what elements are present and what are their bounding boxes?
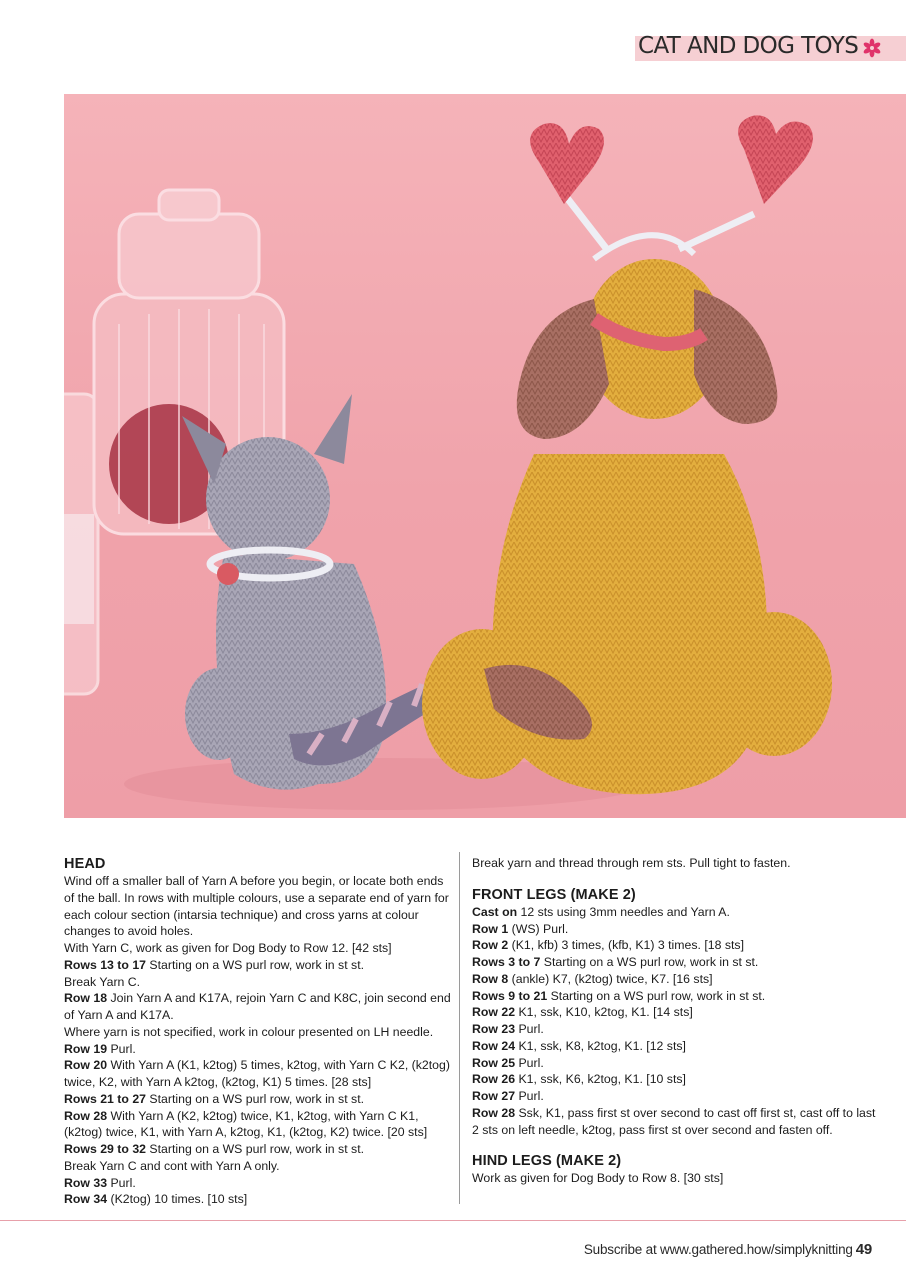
row-text: Starting on a WS purl row, work in st st. [540,955,759,969]
row-label: Row 18 [64,991,108,1006]
row-label: Row 22 [472,1005,516,1020]
row-text: Purl. [515,1055,544,1070]
footer [584,1241,872,1258]
row-text: Purl. [515,1022,544,1036]
row-label: Cast on [472,904,518,919]
hind-legs-instructions [472,1170,876,1187]
instruction-line [64,1175,452,1192]
instruction-line [472,1021,876,1038]
page-number: 49 [855,1241,872,1258]
row-label: Row 33 [64,1175,108,1190]
left-column [64,855,455,1208]
row-label: Row 28 [64,1108,108,1123]
footer-rule [0,1220,906,1221]
instruction-line [472,1088,876,1105]
break-yarn-line: Break yarn and thread through rem sts. Pull tight to fasten. [472,856,791,870]
instruction-line [472,937,876,954]
instruction-line [64,1057,452,1091]
row-label: Row 20 [64,1058,108,1073]
instruction-line [64,873,452,940]
instruction-line [472,954,876,971]
row-text: Ssk, K1, pass first st over second to cast off first st, cast off to last 2 sts on left needle, k2tog, pass first st over second and fasten off. [472,1105,879,1137]
row-label: Row 25 [472,1055,516,1070]
instruction-line [472,904,876,921]
row-text: Starting on a WS purl row, work in st st. [146,957,365,972]
instruction-line [64,1191,452,1208]
instruction-line [64,1141,452,1158]
row-text: Starting on a WS purl row, work in st st. [547,988,766,1003]
subscribe-link[interactable]: Subscribe at www.gathered.how/simplyknitting [583,1242,853,1257]
instruction-line [64,940,452,957]
row-text: Purl. [107,1175,136,1190]
row-text: Break Yarn C and cont with Yarn A only. [64,1158,280,1173]
instruction-line [472,971,876,988]
hind-legs-heading: HIND LEGS (MAKE 2) [472,1153,622,1170]
row-label: Row 1 [472,921,509,936]
instruction-line [472,988,876,1005]
row-label: Row 19 [64,1041,108,1056]
row-text: With Yarn A (K1, k2tog) 5 times, k2tog, with Yarn C K2, (k2tog) twice, K2, with Yarn A k2tog, (k2tog, K1) 5 times. [28 sts] [64,1058,454,1089]
instruction-line [472,921,876,938]
row-label: Row 28 [472,1105,516,1120]
instruction-line [64,1091,452,1108]
instruction-line [472,1071,876,1088]
row-text: K1, ssk, K8, k2tog, K1. [12 sts] [515,1038,686,1053]
head-heading: HEAD [64,856,106,872]
instruction-line [64,1041,452,1058]
flower-icon [862,38,882,58]
instruction-line [472,1038,876,1055]
row-text: Where yarn is not specified, work in colour presented on LH needle. [64,1024,434,1039]
row-text: (K1, kfb) 3 times, (kfb, K1) 3 times. [18 sts] [508,938,744,953]
row-label: Rows 29 to 32 [64,1142,147,1156]
instruction-line [64,1108,452,1142]
instruction-line [472,1055,876,1072]
instruction-line [472,1004,876,1021]
row-text: Break Yarn C. [64,974,141,989]
instruction-line [64,974,452,991]
row-text: Starting on a WS purl row, work in st st. [146,1091,365,1106]
row-text: K1, ssk, K10, k2tog, K1. [14 sts] [515,1005,693,1020]
instruction-line [472,1105,879,1139]
row-label: Row 27 [472,1089,516,1103]
row-text: (ankle) K7, (k2tog) twice, K7. [16 sts] [508,971,713,986]
instruction-line [64,1158,452,1175]
instruction-line [64,990,455,1024]
right-column [472,855,879,1187]
instruction-line [64,1024,452,1041]
row-text: 12 sts using 3mm needles and Yarn A. [517,904,730,919]
section-title: CAT AND DOG TOYS [638,33,859,59]
row-text: Wind off a smaller ball of Yarn A before you begin, or locate both ends of the ball. In rows with multiple colours, use a separate end of yarn for each colour section (intarsia technique) and cross yarns at colour changes to avoid holes. [64,874,453,939]
row-text: Join Yarn A and K17A, rejoin Yarn C and K8C, join second end of Yarn A and K17A. [64,991,455,1022]
row-label: Row 26 [472,1072,516,1087]
row-label: Row 8 [472,971,509,986]
row-label: Row 34 [64,1192,108,1207]
row-label: Rows 3 to 7 [472,955,541,969]
row-label: Rows 13 to 17 [64,957,147,972]
instruction-line [64,957,452,974]
row-text: Purl. [107,1041,136,1056]
row-label: Rows 21 to 27 [64,1091,147,1106]
row-text: With Yarn C, work as given for Dog Body to Row 12. [42 sts] [64,941,392,955]
row-text: Work as given for Dog Body to Row 8. [30 sts] [472,1171,724,1186]
row-text: (WS) Purl. [508,921,569,936]
row-label: Rows 9 to 21 [472,988,548,1003]
column-divider [459,852,460,1204]
row-text: Purl. [515,1089,544,1103]
front-legs-heading: FRONT LEGS (MAKE 2) [472,886,636,903]
row-label: Row 24 [472,1038,516,1053]
knitted-toys-photo [64,94,906,818]
instruction-line [472,1170,876,1187]
row-text: Starting on a WS purl row, work in st st. [146,1142,365,1156]
head-instructions [64,873,455,1208]
row-text: K1, ssk, K6, k2tog, K1. [10 sts] [515,1072,686,1087]
row-label: Row 23 [472,1022,516,1036]
row-text: With Yarn A (K2, k2tog) twice, K1, k2tog, with Yarn C K1, (k2tog) twice, K1, with Yarn A, k2tog, K1, (k2tog, K2) twice. [20 sts] [64,1108,428,1140]
row-text: (K2tog) 10 times. [10 sts] [107,1192,248,1207]
front-legs-instructions [472,904,879,1139]
row-label: Row 2 [472,938,509,953]
